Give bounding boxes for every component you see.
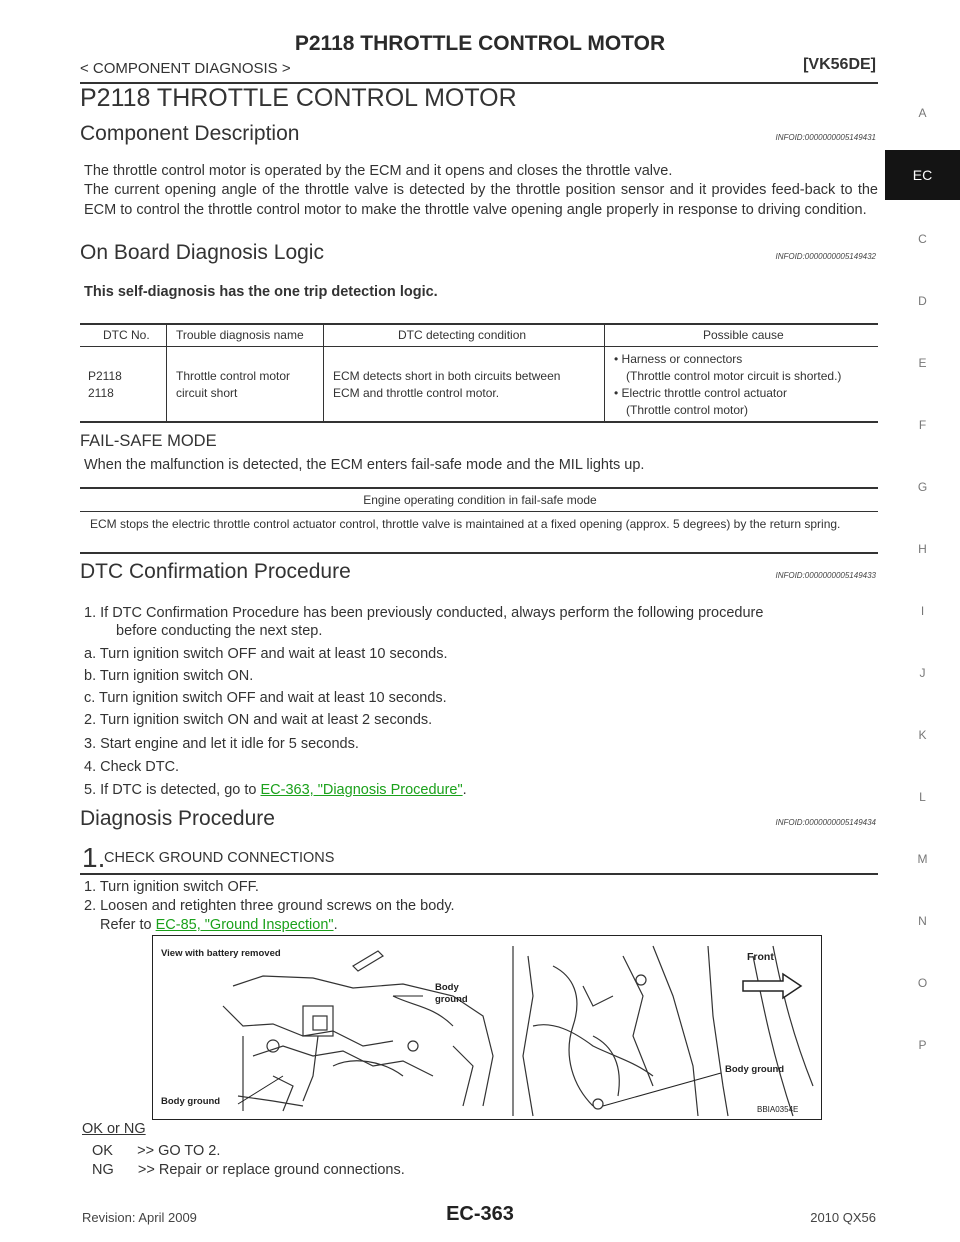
side-tab-i[interactable]: I (920, 604, 925, 618)
dtc-confirm-step-a: a. Turn ignition switch OFF and wait at least 10 seconds. (84, 646, 448, 662)
side-tab-f[interactable]: F (918, 418, 927, 432)
engine-bay-illustration (153, 936, 822, 1120)
dtc-cause-3: • Electric throttle control actuator (614, 386, 787, 400)
figure-body-ground-right: Body ground (725, 1064, 785, 1075)
step-instruction-3-end: . (333, 917, 338, 933)
ng-result: NG >> Repair or replace ground connections. (92, 1162, 405, 1178)
dtc-confirm-step-5 (84, 782, 467, 798)
obd-logic-infoid: INFOID:0000000005149432 (775, 252, 876, 261)
dtc-value-2: 2118 (88, 386, 114, 400)
dtc-condition-1: ECM detects short in both circuits between (333, 369, 561, 383)
ok-ng-label: OK or NG (82, 1121, 146, 1137)
dtc-table-bottom-rule (80, 421, 878, 423)
dtc-confirm-step-c: c. Turn ignition switch OFF and wait at least 10 seconds. (84, 690, 447, 706)
step-instruction-1: 1. Turn ignition switch OFF. (84, 879, 259, 895)
failsafe-table-header-rule (80, 511, 878, 512)
dtc-confirm-step-2: 2. Turn ignition switch ON and wait at least 2 seconds. (84, 712, 433, 728)
diagnosis-procedure-heading: Diagnosis Procedure (80, 807, 275, 830)
dtc-confirm-infoid: INFOID:0000000005149433 (775, 571, 876, 580)
figure-code: BBIA0354E (757, 1105, 799, 1114)
component-description-text1: The throttle control motor is operated by the ECM and it opens and closes the throttle valve. (84, 163, 673, 179)
step-instruction-2: 2. Loosen and retighten three ground screws on the body. (84, 898, 455, 914)
side-tab-m[interactable]: M (917, 852, 928, 866)
ground-location-figure (152, 935, 822, 1120)
failsafe-col: Engine operating condition in fail-safe mode (363, 493, 597, 507)
dtc-table-vline-1 (166, 325, 167, 421)
step-instruction-3 (100, 917, 338, 933)
step-number: 1. (82, 842, 106, 873)
step-instruction-3-text: Refer to (100, 917, 156, 933)
dtc-confirm-step-4: 4. Check DTC. (84, 759, 180, 775)
footer-model: 2010 QX56 (810, 1210, 876, 1225)
side-tab-index (885, 0, 960, 1242)
dtc-table-vline-2 (323, 325, 324, 421)
side-tab-p[interactable]: P (918, 1038, 927, 1052)
dtc-cause-2: (Throttle control motor circuit is shorted.) (626, 369, 842, 383)
dtc-col-cause: Possible cause (703, 328, 784, 342)
side-tab-e[interactable]: E (918, 356, 927, 370)
page-header-title: P2118 THROTTLE CONTROL MOTOR (294, 32, 666, 55)
dtc-col-condition: DTC detecting condition (398, 328, 527, 342)
dtc-cause-1: • Harness or connectors (614, 352, 743, 366)
side-tab-a[interactable]: A (918, 106, 927, 120)
front-arrow-icon (743, 974, 801, 998)
dtc-cause-4: (Throttle control motor) (626, 403, 749, 417)
component-description-heading: Component Description (80, 122, 300, 145)
side-tab-d[interactable]: D (918, 294, 927, 308)
component-description-text2: The current opening angle of the throttle valve is detected by the throttle position sensor and it provides feed-back to the ECM to control the throttle control motor to make the throttle valve opening angle properly in response to driving condition. (84, 182, 878, 218)
side-tab-n[interactable]: N (918, 914, 927, 928)
dtc-value-1: P2118 (88, 369, 122, 383)
side-tab-j[interactable]: J (919, 666, 926, 680)
failsafe-text: When the malfunction is detected, the ECM enters fail-safe mode and the MIL lights up. (84, 457, 645, 473)
ok-result: OK >> GO TO 2. (92, 1143, 221, 1159)
footer-page-number: EC-363 (446, 1203, 514, 1225)
dtc-col-name: Trouble diagnosis name (176, 328, 304, 342)
dtc-condition-2: ECM and throttle control motor. (333, 386, 500, 400)
figure-body-ground-label-b: ground (435, 994, 468, 1005)
step-title-rule (80, 873, 878, 875)
dtc-confirm-step-3: 3. Start engine and let it idle for 5 seconds. (84, 736, 359, 752)
side-tab-ec-active[interactable] (885, 150, 960, 200)
obd-logic-heading: On Board Diagnosis Logic (80, 241, 324, 264)
figure-body-ground-label-a: Body (435, 982, 459, 993)
header-engine: [VK56DE] (803, 56, 876, 73)
step-title: CHECK GROUND CONNECTIONS (104, 850, 335, 866)
component-description-infoid: INFOID:0000000005149431 (775, 133, 876, 142)
dtc-confirm-step-1b: before conducting the next step. (116, 623, 323, 639)
diagnosis-procedure-link[interactable]: EC-363, "Diagnosis Procedure" (260, 782, 463, 798)
failsafe-table-bottom-rule (80, 552, 878, 554)
figure-front-label: Front (747, 951, 774, 963)
figure-body-ground-bottom: Body ground (161, 1096, 221, 1107)
side-tab-k[interactable]: K (918, 728, 927, 742)
dtc-col-dtcno: DTC No. (103, 328, 150, 342)
side-tab-l[interactable]: L (919, 790, 926, 804)
obd-logic-note: This self-diagnosis has the one trip detection logic. (84, 284, 438, 300)
dtc-name-1: Throttle control motor (176, 369, 291, 383)
dtc-table-vline-3 (604, 325, 605, 421)
page-title: P2118 THROTTLE CONTROL MOTOR (80, 84, 517, 112)
side-tab-c[interactable]: C (918, 232, 927, 246)
failsafe-heading: FAIL-SAFE MODE (80, 432, 217, 450)
dtc-confirm-step-b: b. Turn ignition switch ON. (84, 668, 254, 684)
failsafe-row: ECM stops the electric throttle control actuator control, throttle valve is maintained at a fixed opening (approx. 5 degrees) by the return spring. (90, 517, 841, 531)
dtc-name-2: circuit short (176, 386, 238, 400)
dtc-confirm-step-1: 1. If DTC Confirmation Procedure has been previously conducted, always perform the following procedure (84, 605, 764, 621)
side-tab-ec-label: EC (912, 167, 933, 183)
header-section: < COMPONENT DIAGNOSIS > (80, 60, 291, 77)
figure-caption-left: View with battery removed (161, 948, 281, 959)
diagnosis-procedure-infoid: INFOID:0000000005149434 (775, 818, 876, 827)
dtc-confirm-step-5-end: . (462, 782, 467, 798)
ground-inspection-link[interactable]: EC-85, "Ground Inspection" (155, 917, 334, 933)
dtc-confirm-heading: DTC Confirmation Procedure (80, 560, 351, 583)
footer-revision: Revision: April 2009 (82, 1210, 197, 1225)
side-tab-h[interactable]: H (918, 542, 927, 556)
side-tab-g[interactable]: G (917, 480, 928, 494)
dtc-table-top-rule (80, 323, 878, 325)
failsafe-table-top-rule (80, 487, 878, 489)
side-tab-o[interactable]: O (917, 976, 928, 990)
dtc-table-header-rule (80, 346, 878, 347)
dtc-confirm-step-5-text: 5. If DTC is detected, go to (84, 782, 261, 798)
